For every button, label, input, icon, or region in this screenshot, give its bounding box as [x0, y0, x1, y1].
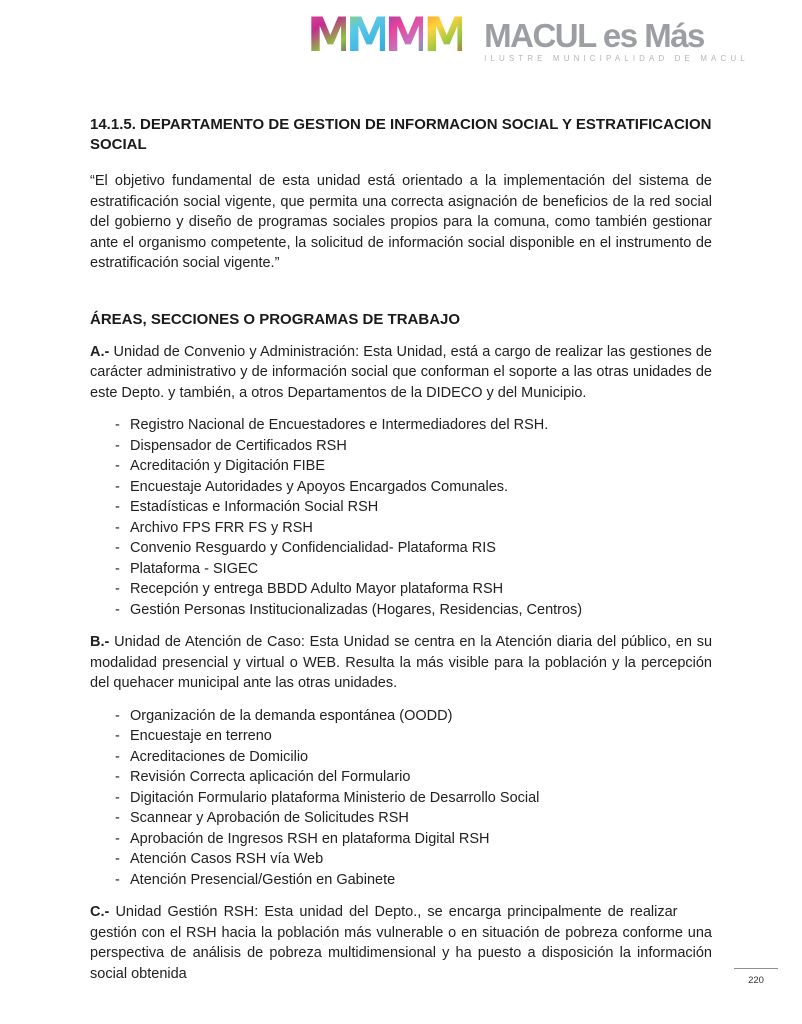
- section-c-label: C.-: [90, 904, 110, 920]
- list-item-text: Gestión Personas Institucionalizadas (Hogares, Residencias, Centros): [130, 601, 583, 618]
- dash-bullet-icon: -: [115, 851, 120, 867]
- list-item-text: Archivo FPS FRR FS y RSH: [130, 519, 313, 536]
- list-item-text: Organización de la demanda espontánea (OODD): [130, 707, 453, 724]
- section-b-label: B.-: [90, 634, 110, 650]
- section-a-paragraph: [90, 342, 712, 404]
- list-item-text: Plataforma - SIGEC: [130, 560, 259, 577]
- macul-logo: [307, 8, 802, 68]
- list-item: [90, 518, 712, 539]
- list-item-text: Acreditaciones de Domicilio: [130, 748, 309, 765]
- list-item: [90, 808, 712, 829]
- areas-heading: ÁREAS, SECCIONES O PROGRAMAS DE TRABAJO: [90, 310, 461, 328]
- list-item-text: Revisión Correcta aplicación del Formulario: [130, 769, 411, 785]
- list-item-text: Scannear y Aprobación de Solicitudes RSH: [130, 810, 409, 826]
- list-item: [90, 456, 712, 477]
- list-item-text: Digitación Formulario plataforma Ministerio de Desarrollo Social: [130, 789, 540, 806]
- dash-bullet-icon: -: [115, 789, 120, 806]
- list-item: [90, 829, 712, 850]
- logo-title: MACUL es Más: [484, 17, 704, 54]
- footer-rule: [734, 968, 778, 969]
- dash-bullet-icon: -: [115, 871, 120, 888]
- list-item-text: Aprobación de Ingresos RSH en plataforma Digital RSH: [130, 830, 490, 847]
- list-item: [90, 477, 712, 498]
- dash-bullet-icon: -: [115, 581, 120, 597]
- list-item: [90, 870, 712, 891]
- section-a-text: Unidad de Convenio y Administración: Esta Unidad, está a cargo de realizar las gestiones de carácter administrativo y de información social que conforman el soporte a las otras unidades de este Depto. y también, a otros Departamentos de la DIDECO y del Municipio.: [90, 343, 712, 401]
- dash-bullet-icon: -: [115, 540, 120, 556]
- section-c-text: Unidad Gestión RSH: Esta unidad del Depto., se encarga principalmente de realizar gestión con el RSH hacia la población más vulnerable o en situación de pobreza conforme una perspectiva de análisis de pobreza multidimensional y ha puesto a disposición la información social obtenida: [90, 904, 713, 982]
- logo-m-letter: M: [307, 8, 346, 63]
- section-c-paragraph: [90, 902, 712, 984]
- logo-m-letter: M: [423, 8, 463, 63]
- page-number: 220: [748, 975, 764, 986]
- dash-bullet-icon: -: [115, 458, 120, 474]
- list-item: [90, 788, 712, 809]
- section-b-paragraph: [90, 632, 712, 694]
- section-b-bullet-list: [90, 706, 712, 891]
- list-item: [90, 600, 712, 621]
- list-item: [90, 538, 712, 559]
- dash-bullet-icon: -: [115, 707, 120, 724]
- dash-bullet-icon: -: [115, 830, 120, 847]
- list-item-text: Convenio Resguardo y Confidencialidad- Plataforma RIS: [130, 540, 496, 556]
- list-item-text: Dispensador de Certificados RSH: [130, 437, 347, 454]
- dash-bullet-icon: -: [115, 769, 120, 785]
- list-item-text: Recepción y entrega BBDD Adulto Mayor plataforma RSH: [130, 581, 504, 597]
- list-item: [90, 415, 712, 436]
- list-item: [90, 849, 712, 870]
- section-heading: 14.1.5. DEPARTAMENTO DE GESTION DE INFORMACION SOCIAL Y ESTRATIFICACION SOCIAL: [90, 116, 712, 153]
- document-content: [90, 115, 712, 984]
- list-item-text: Registro Nacional de Encuestadores e Intermediadores del RSH.: [130, 417, 549, 433]
- dash-bullet-icon: -: [115, 437, 120, 454]
- dash-bullet-icon: -: [115, 728, 120, 744]
- logo-subtitle: ILUSTRE MUNICIPALIDAD DE MACUL: [484, 54, 749, 63]
- list-item: [90, 726, 712, 747]
- logo-m-letter: M: [384, 8, 424, 63]
- list-item: [90, 436, 712, 457]
- logo-monogram-mmmm: [307, 8, 470, 63]
- list-item: [90, 747, 712, 768]
- list-item-text: Encuestaje en terreno: [130, 728, 272, 744]
- list-item: [90, 706, 712, 727]
- list-item-text: Acreditación y Digitación FIBE: [130, 458, 326, 474]
- dash-bullet-icon: -: [115, 748, 120, 765]
- section-a-label: A.-: [90, 343, 110, 360]
- objective-quote-paragraph: “El objetivo fundamental de esta unidad está orientado a la implementación del sistema de estratificación social vigente, que permita una correcta asignación de beneficios de la red social del gobierno y diseño de programas sociales propios para la comuna, como también gestionar ante el organismo competente, la solicitud de información social disponible en el instrumento de estratificación social vigente.”: [90, 173, 712, 271]
- logo-m-letter: M: [345, 8, 385, 63]
- dash-bullet-icon: -: [115, 499, 120, 515]
- list-item-text: Estadísticas e Información Social RSH: [130, 499, 379, 515]
- list-item-text: Atención Presencial/Gestión en Gabinete: [130, 871, 396, 888]
- section-b-text: Unidad de Atención de Caso: Esta Unidad se centra en la Atención diaria del público, en su modalidad presencial y virtual o WEB. Resulta la más visible para la población y la percepción del quehacer municipal ante las otras unidades.: [90, 634, 713, 691]
- list-item: [90, 767, 712, 788]
- dash-bullet-icon: -: [115, 560, 120, 577]
- dash-bullet-icon: -: [115, 417, 120, 433]
- dash-bullet-icon: -: [115, 810, 120, 826]
- dash-bullet-icon: -: [115, 519, 120, 536]
- list-item: [90, 497, 712, 518]
- list-item: [90, 579, 712, 600]
- dash-bullet-icon: -: [115, 478, 120, 495]
- section-a-bullet-list: [90, 415, 712, 620]
- logo-text-block: [484, 16, 749, 64]
- list-item-text: Atención Casos RSH vía Web: [130, 851, 324, 867]
- dash-bullet-icon: -: [115, 601, 120, 618]
- list-item-text: Encuestaje Autoridades y Apoyos Encargados Comunales.: [130, 478, 509, 495]
- list-item: [90, 559, 712, 580]
